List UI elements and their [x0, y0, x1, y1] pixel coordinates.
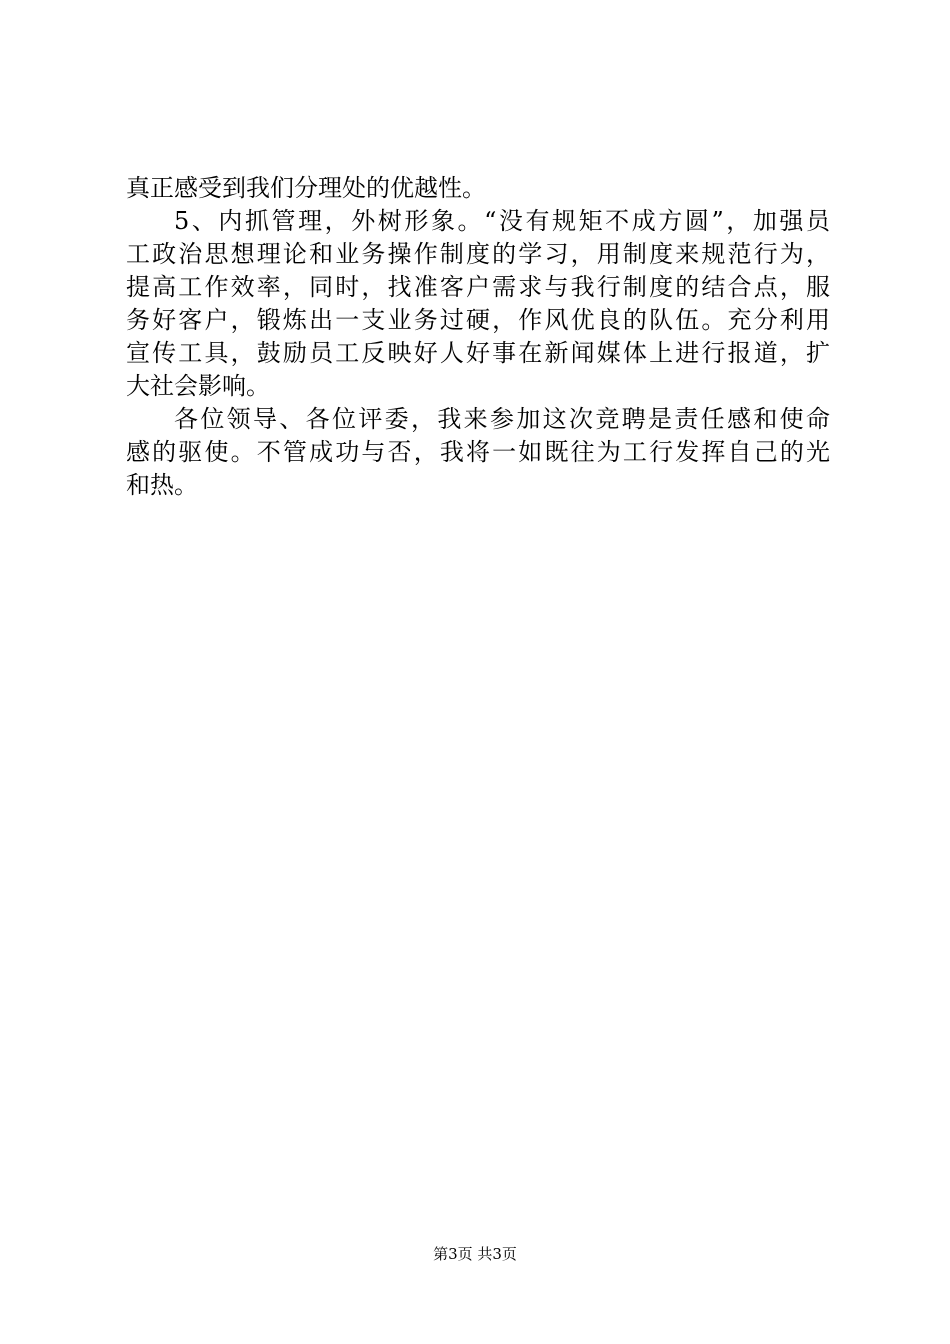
- text-line: 提高工作效率，同时，找准客户需求与我行制度的结合点，服: [126, 273, 830, 301]
- text-line: 务好客户，锻炼出一支业务过硬，作风优良的队伍。充分利用: [126, 306, 830, 334]
- text-line: 感的驱使。不管成功与否，我将一如既往为工行发挥自己的光: [126, 438, 830, 466]
- text-line: 宣传工具，鼓励员工反映好人好事在新闻媒体上进行报道，扩: [126, 339, 830, 367]
- paragraph-item-5: [126, 205, 830, 403]
- paragraph-continuation: [126, 172, 830, 205]
- paragraph-closing: [126, 403, 830, 502]
- page-footer: 第3页 共3页: [433, 1245, 517, 1263]
- text-line: 真正感受到我们分理处的优越性。: [126, 174, 486, 202]
- text-line: 5、内抓管理，外树形象。“没有规矩不成方圆”，加强员: [174, 207, 830, 235]
- document-body: [126, 172, 830, 502]
- text-line: 各位领导、各位评委，我来参加这次竞聘是责任感和使命: [174, 405, 830, 433]
- text-line: 大社会影响。: [126, 372, 270, 400]
- text-line: 和热。: [126, 471, 198, 499]
- text-line: 工政治思想理论和业务操作制度的学习，用制度来规范行为，: [126, 240, 830, 268]
